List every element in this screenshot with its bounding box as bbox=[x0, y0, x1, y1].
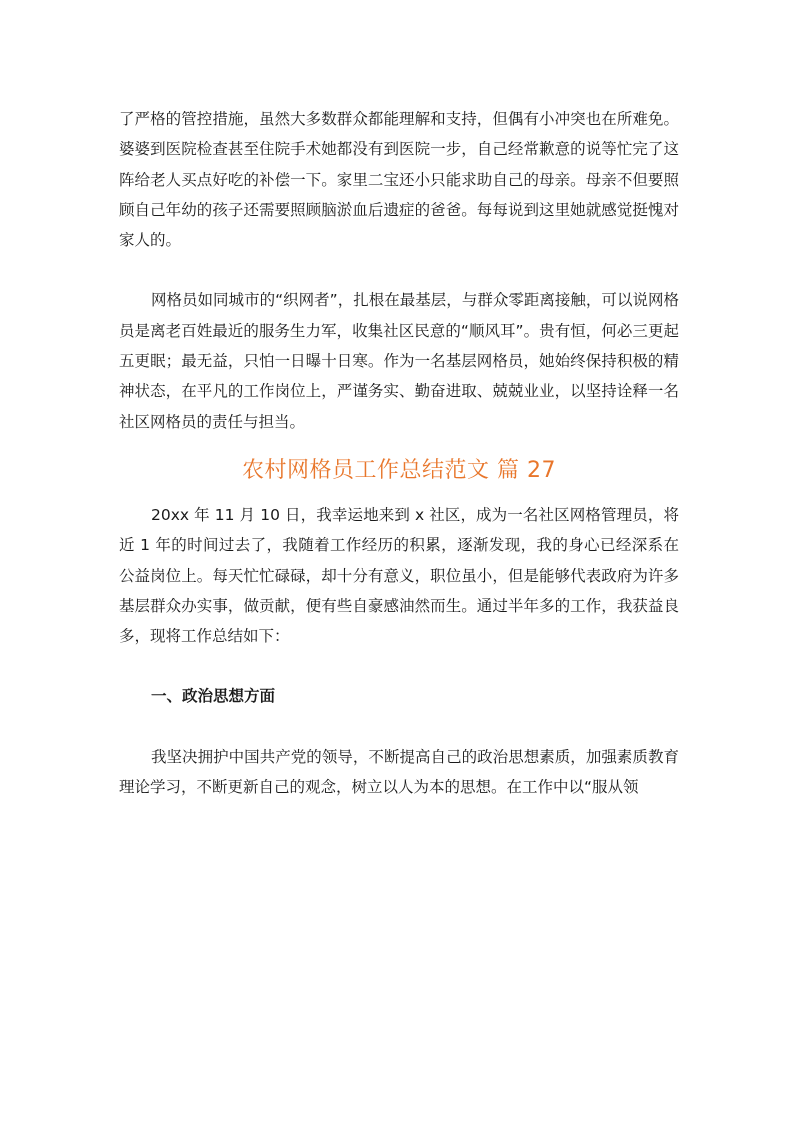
section-subheading: 一、政治思想方面 bbox=[151, 687, 276, 706]
body-paragraph-2: 网格员如同城市的“织网者”，扎根在最基层，与群众零距离接触，可以说网格员是离老百姓最近的服务生力军，收集社区民意的“顺风耳”。贵有恒，何必三更起五更眠；最无益，只怕一日曝十日寒。作为一名基层网格员，她始终保持积极的精神状态，在平凡的工作岗位上，严谨务实、勤奋进取、兢兢业业，以坚持诠释一名社区网格员的责任与担当。 bbox=[119, 291, 679, 431]
body-paragraph-1: 了严格的管控措施，虽然大多数群众都能理解和支持，但偶有小冲突也在所难免。婆婆到医院检查甚至住院手术她都没有到医院一步，自己经常歉意的说等忙完了这阵给老人买点好吃的补偿一下。家里二宝还小只能求助自己的母亲。母亲不但要照顾自己年幼的孩子还需要照顾脑淤血后遗症的爸爸。每每说到这里她就感觉挺愧对家人的。 bbox=[119, 110, 679, 250]
paragraph-gap bbox=[119, 712, 679, 742]
paragraph-gap bbox=[119, 651, 679, 681]
final-paragraph: 我坚决拥护中国共产党的领导，不断提高自己的政治思想素质，加强素质教育理论学习，不断更新自己的观念，树立以人为本的思想。在工作中以“服从领 bbox=[119, 747, 679, 797]
section-title: 农村网格员工作总结范文 篇 27 bbox=[242, 457, 556, 483]
intro-paragraph: 20xx 年 11 月 10 日，我幸运地来到 x 社区，成为一名社区网格管理员，将近 1 年的时间过去了，我随着工作经历的积累，逐渐发现，我的身心已经深系在公益岗位上。每天忙忙碌碌，却十分有意义，职位虽小，但是能够代表政府为许多基层群众办实事，做贡献，便有些自豪感油然而生。通过半年多的工作，我获益良多，现将工作总结如下： bbox=[119, 505, 679, 646]
document-content bbox=[119, 104, 679, 802]
paragraph-gap bbox=[119, 255, 679, 285]
